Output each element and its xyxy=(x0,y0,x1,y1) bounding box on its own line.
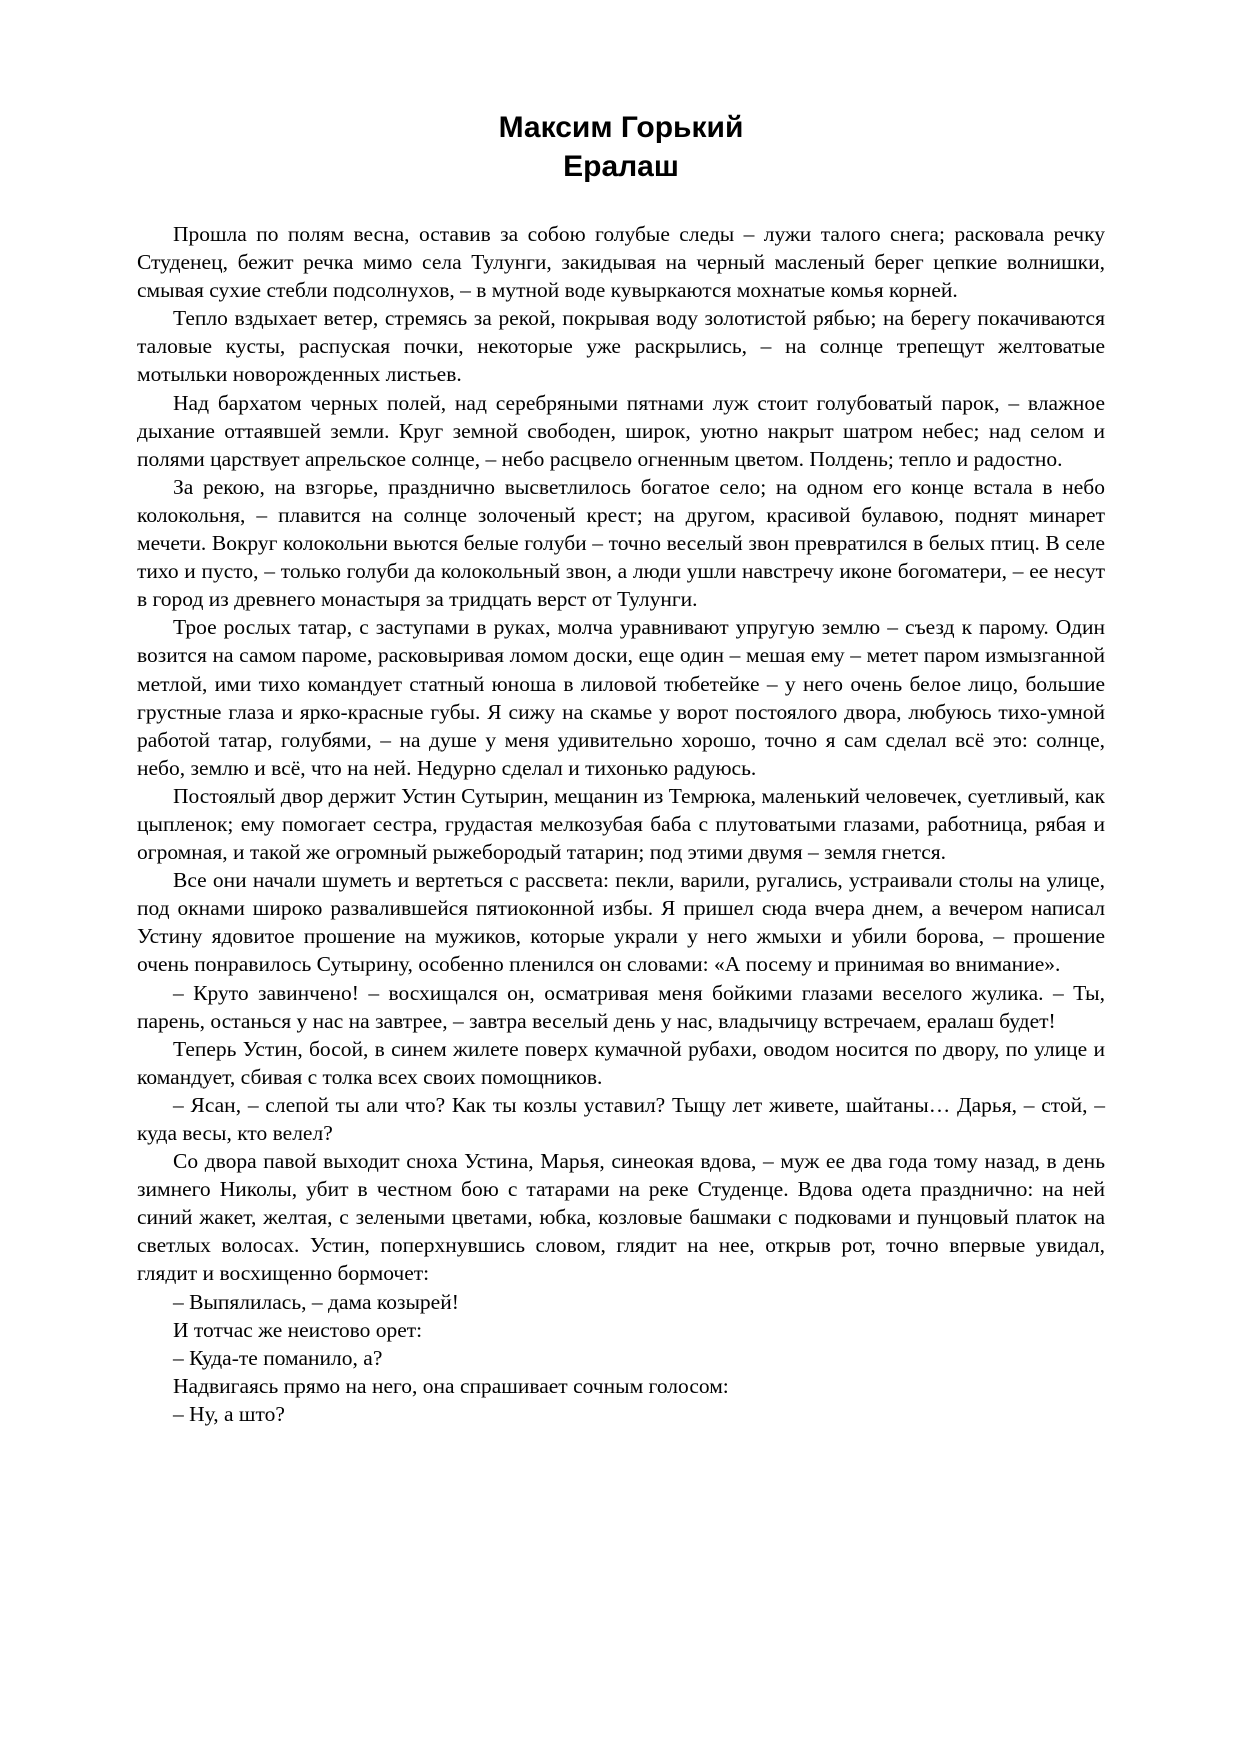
dialogue-paragraph: – Выпялилась, – дама козырей! xyxy=(173,1289,459,1314)
dialogue-paragraph: – Куда-те поманило, а? xyxy=(173,1345,383,1370)
paragraph: Надвигаясь прямо на него, она спрашивает сочным голосом: xyxy=(173,1373,729,1398)
paragraph: Теперь Устин, босой, в синем жилете поверх кумачной рубахи, оводом носится по двору, по улице и командует, сбивая с толка всех своих помощников. xyxy=(137,1036,1105,1089)
paragraph: И тотчас же неистово орет: xyxy=(173,1317,423,1342)
author-name: Максим Горький xyxy=(498,111,744,144)
paragraph: Все они начали шуметь и вертеться с рассвета: пекли, варили, ругались, устраивали столы на улице, под окнами широко развалившейся пятиоконной избы. Я пришел сюда вчера днем, а вечером написал Устину ядовитое прошение на мужиков, которые украли у него жмыхи и убили борова, – прошение очень понравилось Сутырину, особенно пленился он словами: «А посему и принимая во внимание». xyxy=(137,868,1105,977)
story-title: Ералаш xyxy=(563,150,679,183)
paragraph: За рекою, на взгорье, празднично высветлилось богатое село; на одном его конце встала в небо колокольня, – плавится на солнце золоченый крест; на другом, красивой булавою, поднят минарет мечети. Вокруг колокольни вьются белые голуби – точно веселый звон превратился в белых птиц. В селе тихо и пусто, – только голуби да колокольный звон, а люди ушли навстречу иконе богоматери, – ее несут в город из древнего монастыря за тридцать верст от Тулунги. xyxy=(137,474,1105,612)
paragraph: Тепло вздыхает ветер, стремясь за рекой, покрывая воду золотистой рябью; на берегу покачиваются таловые кусты, распуская почки, некоторые уже раскрылись, – на солнце трепещут желтоватые мотыльки новорожденных листьев. xyxy=(137,306,1105,387)
paragraph: Прошла по полям весна, оставив за собою голубые следы – лужи талого снега; расковала речку Студенец, бежит речка мимо села Тулунги, закидывая на черный масленый берег цепкие волнишки, смывая сухие стебли подсолнухов, – в мутной воде кувыркаются мохнатые комья корней. xyxy=(137,222,1105,303)
paragraph: Трое рослых татар, с заступами в руках, молча уравнивают упругую землю – съезд к парому. Один возится на самом пароме, расковыривая ломом доски, еще один – мешая ему – метет паром измызганной метлой, ими тихо командует статный юноша в лиловой тюбетейке – у него очень белое лицо, большие грустные глаза и ярко-красные губы. Я сижу на скамье у ворот постоялого двора, любуюсь тихо-умной работой татар, голубями, – на душе у меня удивительно хорошо, точно я сам сделал всё это: солнце, небо, землю и всё, что на ней. Недурно сделал и тихонько радуюсь. xyxy=(137,615,1105,780)
paragraph: Постоялый двор держит Устин Сутырин, мещанин из Темрюка, маленький человечек, суетливый, как цыпленок; ему помогает сестра, грудастая мелкозубая баба с плутоватыми глазами, работница, рябая и огромная, и такой же огромный рыжебородый татарин; под этими двумя – земля гнется. xyxy=(137,783,1105,865)
dialogue-paragraph: – Круто завинчено! – восхищался он, осматривая меня бойкими глазами веселого жулика. – Ты, парень, останься у нас на завтрее, – завтра веселый день у нас, владычицу встречаем, ералаш будет! xyxy=(137,980,1105,1033)
dialogue-paragraph: – Ясан, – слепой ты али что? Как ты козлы уставил? Тыщу лет живете, шайтаны… Дарья, – стой, – куда весы, кто велел? xyxy=(137,1092,1105,1145)
story-text xyxy=(137,220,1105,1428)
dialogue-paragraph: – Ну, а што? xyxy=(173,1401,285,1426)
paragraph: Со двора павой выходит сноха Устина, Марья, синеокая вдова, – муж ее два года тому назад, в день зимнего Николы, убит в честном бою с татарами на реке Студенце. Вдова одета празднично: на ней синий жакет, желтая, с зелеными цветами, юбка, козловые башмаки с подковами и пунцовый платок на светлых волосах. Устин, поперхнувшись словом, глядит на нее, открыв рот, точно впервые увидал, глядит и восхищенно бормочет: xyxy=(137,1149,1105,1286)
title-block xyxy=(0,108,1242,186)
paragraph: Над бархатом черных полей, над серебряными пятнами луж стоит голубоватый парок, – влажное дыхание оттаявшей земли. Круг земной свободен, широк, уютно накрыт шатром небес; над селом и полями царствует апрельское солнце, – небо расцвело огненным цветом. Полдень; тепло и радостно. xyxy=(137,390,1105,471)
